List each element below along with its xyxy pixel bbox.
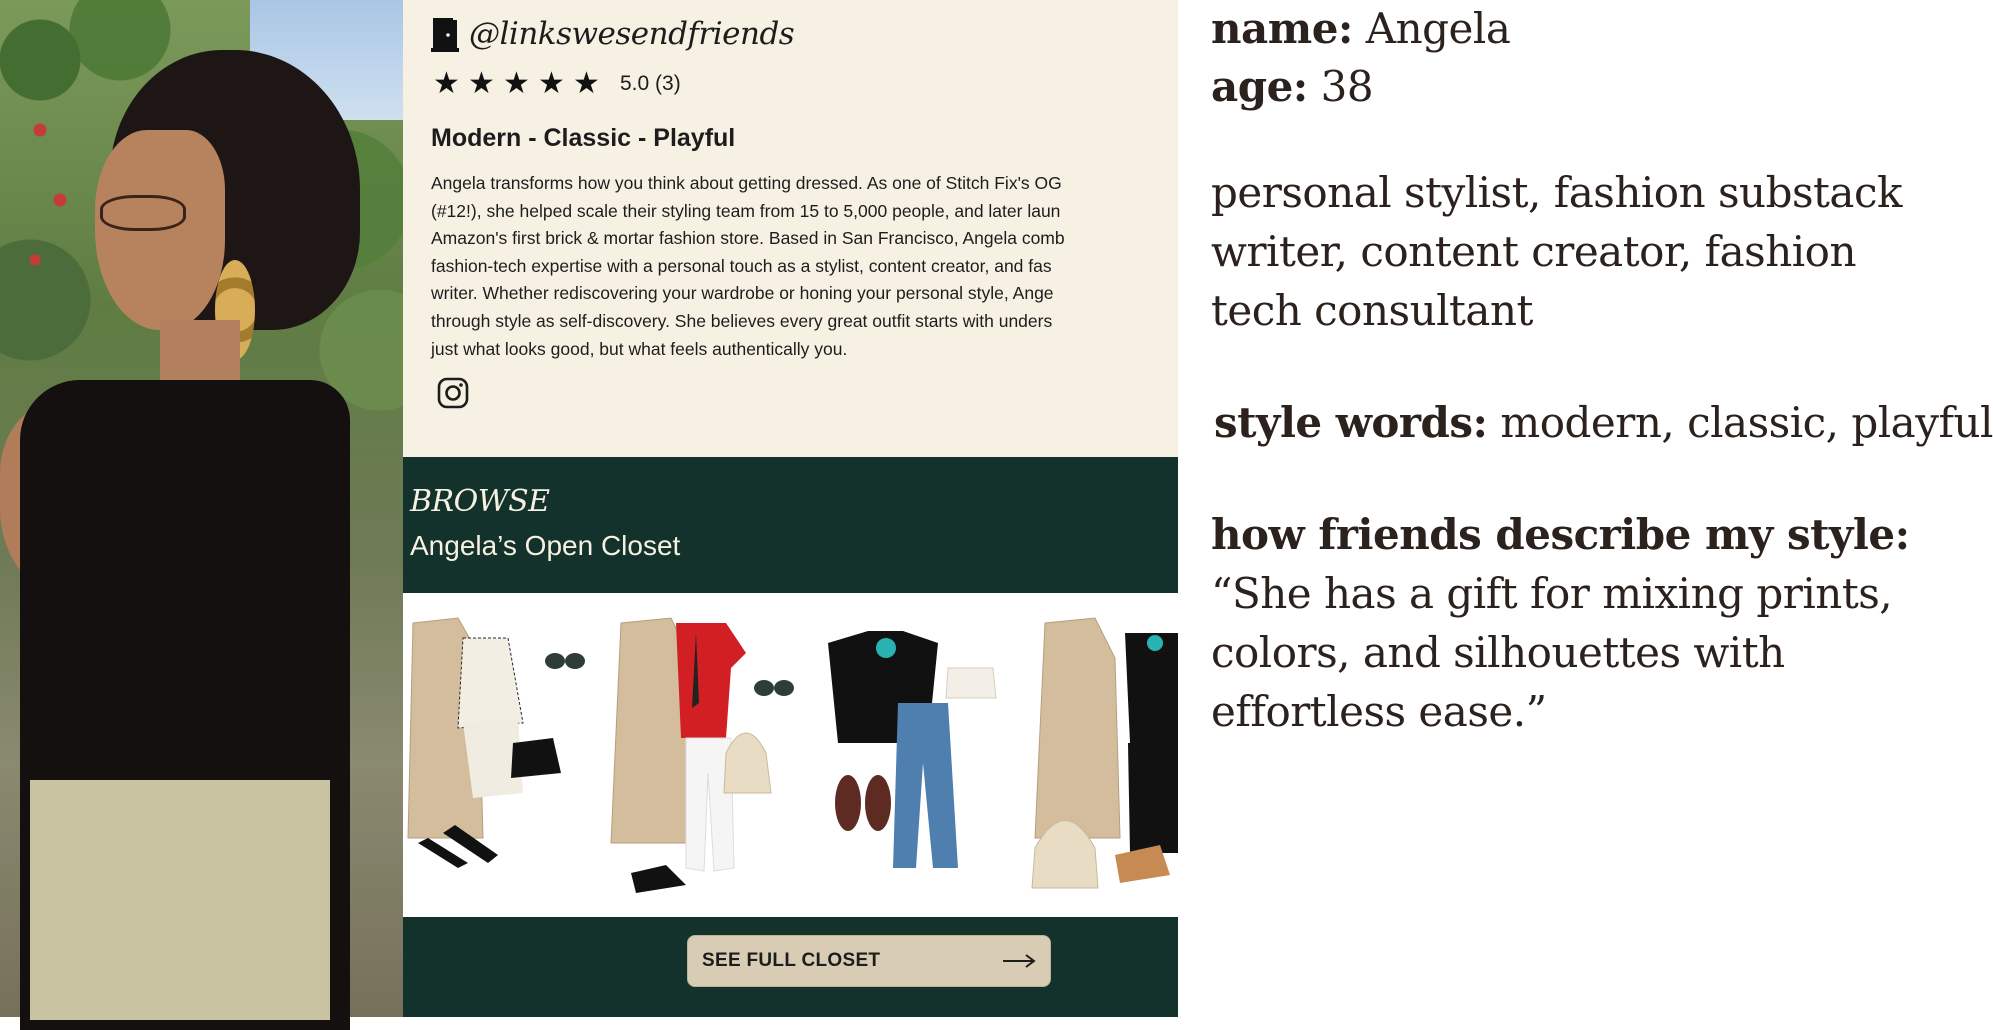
outfit-card[interactable] [1020, 593, 1178, 918]
handle-row [431, 16, 794, 52]
star-icon: ★ [468, 67, 495, 100]
see-full-closet-label: SEE FULL CLOSET [702, 950, 881, 971]
profile-photo [0, 0, 403, 1017]
stylist-handle[interactable]: @linkswesendfriends [469, 16, 795, 52]
stylist-card [403, 0, 1178, 1017]
style-words-label: style words: [1214, 398, 1488, 447]
name-label: name: [1211, 4, 1353, 53]
bio-line: writer. Whether rediscovering your wardrobe or honing your personal style, Ange [431, 283, 1054, 304]
trench-red-tee-outfit-image [596, 593, 808, 918]
bio-line: through style as self-discovery. She believes every great outfit starts with unders [431, 310, 1053, 331]
friends-label: how friends describe my style: [1211, 510, 1910, 559]
outfit-carousel [403, 592, 1178, 918]
star-icon: ★ [573, 67, 600, 100]
age-label: age: [1211, 62, 1308, 111]
trench-lace-camisole-outfit-image [403, 593, 596, 918]
closet-title: Angela’s Open Closet [410, 530, 681, 561]
style-words-line [1214, 398, 1993, 447]
style-words-heading: Modern - Classic - Playful [431, 124, 736, 152]
rating-row [431, 67, 681, 100]
star-icon: ★ [503, 67, 530, 100]
age-line [1211, 62, 1373, 111]
photo-glasses [100, 195, 186, 231]
bio-line: Amazon's first brick & mortar fashion store. Based in San Francisco, Angela comb [431, 228, 1065, 249]
browse-band [403, 457, 1178, 592]
see-full-closet-button[interactable] [687, 935, 1051, 987]
trench-black-tank-outfit-image [1020, 593, 1178, 918]
browse-kicker: BROWSE [410, 484, 550, 519]
stylist-header [403, 0, 1178, 457]
name-line [1211, 4, 1510, 53]
outfit-card[interactable] [808, 593, 1021, 918]
photo-flowers [20, 110, 80, 310]
bio-line: just what looks good, but what feels authentically you. [431, 338, 848, 359]
stylist-info-panel [1178, 0, 1993, 1017]
quote-line: effortless ease.” [1211, 687, 1547, 736]
instagram-icon[interactable] [436, 376, 470, 410]
roles-line: personal stylist, fashion substack [1211, 168, 1902, 217]
arrow-right-icon [1002, 953, 1036, 969]
style-words-value: modern, classic, playful [1487, 398, 1993, 447]
stylist-bio [431, 170, 1231, 363]
door-icon [431, 16, 459, 52]
photo-pants [30, 780, 330, 1020]
age-value: 38 [1307, 62, 1374, 111]
outfit-card[interactable] [403, 593, 597, 918]
name-value: Angela [1352, 4, 1511, 53]
quote-line: “She has a gift for mixing prints, [1211, 569, 1893, 618]
outfit-card[interactable] [596, 593, 809, 918]
roles-line: tech consultant [1211, 286, 1533, 335]
quote-line: colors, and silhouettes with [1211, 628, 1785, 677]
star-icon: ★ [433, 67, 460, 100]
bio-line: fashion-tech expertise with a personal touch as a stylist, content creator, and fas [431, 255, 1052, 276]
black-jacket-jeans-outfit-image [808, 593, 1020, 918]
star-icon: ★ [538, 67, 565, 100]
bio-line: (#12!), she helped scale their styling team from 15 to 5,000 people, and later laun [431, 200, 1061, 221]
rating-text[interactable]: 5.0 (3) [620, 72, 681, 95]
roles-line: writer, content creator, fashion [1211, 227, 1857, 276]
bio-line: Angela transforms how you think about getting dressed. As one of Stitch Fix's OG [431, 173, 1062, 193]
